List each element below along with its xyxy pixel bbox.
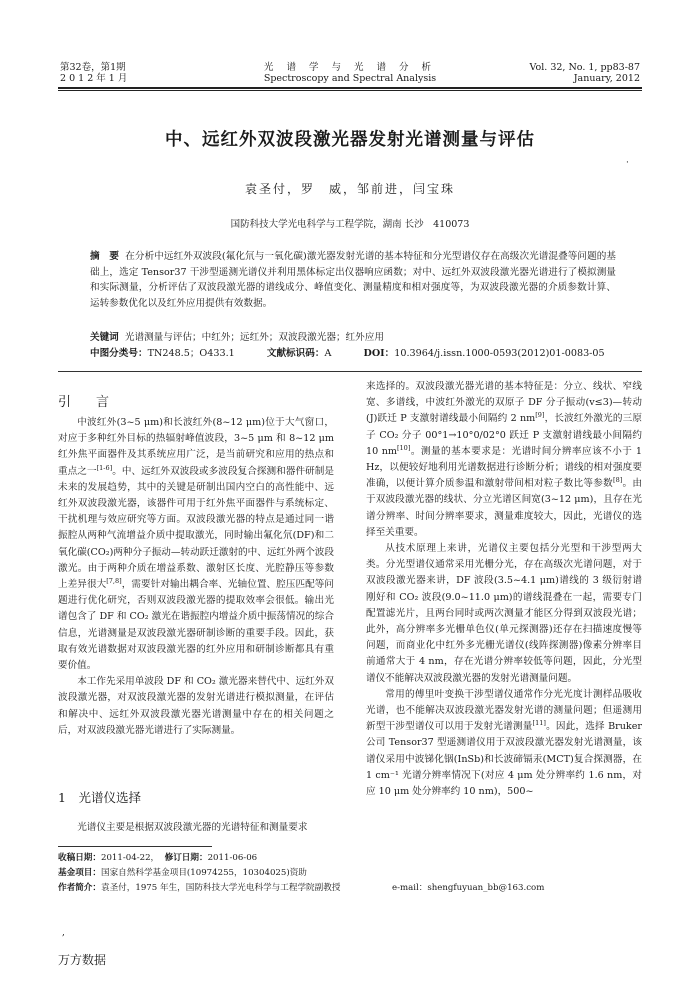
- keywords-text: 光谱测量与评估；中红外；远红外；双波段激光器；红外应用: [124, 332, 384, 343]
- keywords: [90, 331, 616, 345]
- received-label: 收稿日期：: [58, 853, 101, 863]
- right-paragraph-2: 从技术原理上来讲，光谱仪主要包括分光型和干涉型两大类。分光型谱仪通常采用光栅分光，存在高级次光谱问题，对于双波段激光器来讲，DF 波段(3.5~4.1 μm)谱线的 3 级衍射谱刚好和 CO₂ 波段(9.0~11.0 μm)的谱线混叠在一起，需要专门配置滤光片，且两台同时或两次测量才能区分得到双波段光谱；此外，高分辨率多光栅单色仪(单元探测器)还存在扫描速度慢等问题，而商业化中红外多光栅光谱仪(线阵探测器)像素分辨率目前通常大于 4 nm，存在光谱分辨率较低等问题，因此，分光型谱仪不能解决双波段激光器的发射光谱测量问题。: [366, 543, 642, 684]
- journal-name: [200, 62, 500, 84]
- doc-code-label: 文献标识码：: [266, 348, 325, 359]
- affiliation: 国防科技大学光电科学与工程学院，湖南 长沙 410073: [230, 219, 470, 230]
- abstract-rule: [58, 371, 642, 372]
- wanfang-watermark: 万方数据: [58, 953, 107, 967]
- paper-title: 中、远红外双波段激光器发射光谱测量与评估: [165, 130, 535, 150]
- intro-p1-part1: 中波红外(3~5 μm)和长波红外(8~12 μm)位于大气窗口，对应于多种红外目标的热辐射峰值波段，3~5 μm 和 8~12 μm 红外焦平面器件及其系统应用广泛，是当前研究和应用的热点和重点之一: [58, 417, 334, 477]
- intro-paragraph-2: 本工作先采用单波段 DF 和 CO₂ 激光器来替代中、远红外双波段激光器，对双波段激光器的发射光谱进行模拟测量，在评估和解决中、远红外双波段激光器光谱测量中存在的相关问题之后，对双波段激光器光谱进行了实际测量。: [58, 676, 334, 736]
- clc-label: 中图分类号：: [90, 348, 148, 359]
- ref-marker: [7,8]: [106, 576, 122, 585]
- ref-marker: [9]: [535, 411, 545, 420]
- publication-date: 2 0 1 2 年 1 月: [60, 73, 128, 84]
- right-column-body: [366, 379, 642, 800]
- abstract-text: 在分析中远红外双波段(氟化氘与一氧化碳)激光器发射光谱的基本特征和分光型谱仪存在高级次光谱混叠等问题的基础上，选定 Tensor37 干涉型遥测光谱仪并利用黑体标定出仪器响应函数；对中、远红外双波段激光器光谱进行了模拟测量和实际测量，分析评估了双波段激光器的谱线成分、峰值变化、测量精度和相对强度等，为双波段激光器的介质参数计算、运转参数优化以及红外应用提供有效数据。: [90, 251, 617, 309]
- right-p1-part1: 来选择的。双波段激光器光谱的基本特征是：分立、线状、窄线宽、多谱线，中波红外激光的双原子 DF 分子振动(v≤3)—转动(J)跃迁 P 支激射谱线最小间隔约 2 nm: [366, 381, 642, 425]
- author-list: 袁圣付，罗 威，邹前进，闫宝珠: [244, 182, 455, 196]
- right-p1-part3: 。测量的基本要求是：光谱时间分辨率应该不小于 1 Hz，以便较好地利用光谱数据进行诊断分析；谱线的相对强度要准确，以便计算介质参温和激射带间相对粒子数比等参数: [366, 445, 642, 490]
- revised-value: 2011-06-06: [207, 853, 258, 863]
- journal-citation: [530, 62, 640, 84]
- fund-info: [58, 866, 642, 881]
- intro-paragraph-1: [58, 415, 334, 674]
- author-email: e-mail：shengfuyuan_bb@163.com: [392, 883, 545, 893]
- fund-label: 基金项目：: [58, 868, 101, 878]
- abstract-label: 摘 要: [90, 251, 119, 262]
- section1-heading: 1 光谱仪选择: [58, 790, 141, 805]
- bio-label: 作者简介：: [58, 883, 101, 893]
- journal-name-cn: 光 谱 学 与 光 谱 分 析: [263, 62, 437, 73]
- ref-marker: [11]: [532, 719, 546, 728]
- journal-name-en: Spectroscopy and Spectral Analysis: [263, 73, 437, 84]
- right-p1-part2: ，长波红外激光的三原子 CO₂ 分子 00°1→10°0/02°0 跃迁 P 支激射谱线最小间隔约 10 nm: [366, 413, 642, 457]
- doi-label: DOI：: [363, 348, 395, 359]
- section1-paragraph-1: 光谱仪主要是根据双波段激光器的光谱特征和测量要求: [77, 822, 308, 833]
- journal-volume-info: [60, 62, 127, 84]
- intro-heading: 引 言: [58, 395, 116, 410]
- section1-body: [58, 820, 334, 836]
- stray-mark: ,: [62, 928, 65, 938]
- revised-label: 修订日期：: [164, 853, 208, 863]
- intro-p1-part2: 。中、远红外双波段或多波段复合探测和器件研制是未来的发展趋势，其中的关键是研制出国内空白的高性能中、远红外双波段激光器，该器件可用于红外焦平面器件与系统标定、干扰机理与效应研究等方面。双波段激光器的特点是通过同一谐振腔从两种气流增益介质中提取激光，同时输出氟化氘(DF)和二氧化碳(CO₂)两种分子振动—转动跃迁激射的中、远红外两个波段激光。由于两种介质在增益系数、激射区长度、光腔静压等参数上差异很大: [58, 465, 335, 591]
- fund-value: 国家自然科学基金项目(10974255，10304025)资助: [100, 868, 307, 878]
- clc-value: TN248.5；O433.1: [147, 348, 235, 359]
- right-paragraph-3: [366, 687, 642, 800]
- right-paragraph-1: [366, 379, 642, 541]
- left-column-body: [58, 415, 334, 739]
- right-p3-part1: 常用的傅里叶变换干涉型谱仪通常作分光光度计测样品吸收光谱，也不能解决双波段激光器发射光谱的测量问题；但遥测用新型干涉型谱仪可以用于发射光谱测量: [366, 688, 642, 733]
- doi-value: 10.3964/j.issn.1000-0593(2012)01-0083-05: [394, 348, 605, 359]
- right-p1-part4: 。由于双波段激光器的线状、分立光谱区间宽(3~12 μm)，且存在光谱分辨率、时间分辨率要求，测量难度较大，因此，光谱仪的选择至关重要。: [366, 478, 643, 538]
- footnote-rule: [58, 846, 212, 847]
- stray-mark: ·: [626, 158, 629, 168]
- ref-marker: [8]: [613, 476, 623, 485]
- received-date: [58, 851, 642, 866]
- bio-value: 袁圣付，1975 年生，国防科技大学光电科学与工程学院副教授: [100, 883, 341, 893]
- right-p3-part2: 。因此，选择 Bruker 公司 Tensor37 型遥测谱仪用于双波段激光器发射光谱测量，该谱仪采用中波锑化铟(InSb)和长波碲镉汞(MCT)复合探测器，在 1 cm⁻¹ 光谱分辨率情况下(对应 4 μm 处分辨率约 1.6 nm，对应 10 μm 处分辨率约 10 nm)，500~: [366, 721, 642, 798]
- ref-marker: [10]: [397, 443, 411, 452]
- volume-pages: Vol. 32, No. 1, pp83-87: [529, 62, 640, 73]
- abstract: [90, 249, 616, 311]
- intro-p1-part3: ，需要针对输出耦合率、光轴位置、腔压匹配等问题进行优化研究，否则双波段激光器的提取效率会很低。输出光谱包含了 DF 和 CO₂ 激光在谐振腔内增益介质中振荡情况的综合信息，光谱测量是双波段激光器研制诊断的重要手段。因此，获取有效光谱数据对双波段激光器的红外应用和研制诊断都具有重要价值。: [58, 579, 335, 672]
- volume-issue: 第32卷，第1期: [60, 62, 126, 73]
- ref-marker: [1-6]: [96, 463, 113, 472]
- month-year: January, 2012: [573, 73, 640, 84]
- header-rule-thin: [58, 90, 642, 91]
- classification-line: [90, 347, 616, 361]
- received-value: 2011-04-22，: [100, 853, 160, 863]
- keywords-label: 关键词: [90, 332, 119, 343]
- header-rule-thick: [58, 87, 642, 89]
- doc-code-value: A: [324, 348, 332, 359]
